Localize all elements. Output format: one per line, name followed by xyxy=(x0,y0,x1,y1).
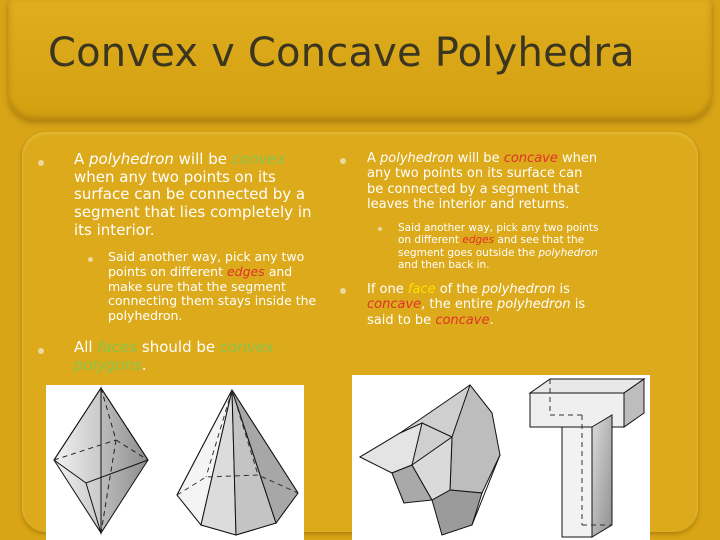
bullet-dot xyxy=(340,158,346,164)
text-run: and see that the segment goes outside the xyxy=(398,234,585,259)
text-run: If one xyxy=(367,282,408,297)
term-convex-polygons: convex polygons xyxy=(74,338,274,374)
term-edges: edges xyxy=(226,263,265,279)
text-run: of the xyxy=(435,282,482,297)
slide-title: Convex v Concave Polyhedra xyxy=(48,30,635,76)
text-run: is xyxy=(555,282,570,297)
bullet-dot xyxy=(38,348,44,354)
term-concave: concave xyxy=(503,151,558,166)
t-prism-figure xyxy=(530,379,644,537)
text-run: Said another way, pick any two points on different xyxy=(398,222,599,247)
text-run: when any two points on its surface can be connected by a segment that leaves the interior and returns. xyxy=(367,151,598,212)
text-run: , the entire xyxy=(421,297,498,313)
text-run: will be xyxy=(453,151,504,166)
text-run: should be xyxy=(137,338,220,356)
text-run: and then back in. xyxy=(398,259,490,272)
bullet-dot xyxy=(38,160,44,166)
right-bullet-2 xyxy=(367,282,607,328)
text-run: A xyxy=(74,150,90,168)
term-edges: edges xyxy=(462,234,495,247)
text-run: All xyxy=(74,338,98,356)
term-concave: concave xyxy=(367,297,422,313)
right-subbullet xyxy=(398,222,608,272)
bullet-dot xyxy=(340,288,346,294)
term-polyhedron: polyhedron xyxy=(481,282,556,297)
right-bullet-1 xyxy=(367,151,602,212)
title-panel xyxy=(8,0,712,120)
text-run: will be xyxy=(173,150,232,168)
left-subbullet xyxy=(108,250,318,324)
term-polyhedron: polyhedron xyxy=(497,297,571,313)
text-run: and make sure that the segment connecting them stays inside the polyhedron. xyxy=(108,263,317,323)
text-run: Said another way, pick any two points on different xyxy=(108,249,305,279)
term-faces: faces xyxy=(97,338,138,356)
left-bullet-2 xyxy=(74,339,314,374)
text-run: is said to be xyxy=(367,297,586,328)
bullet-dot xyxy=(88,257,93,262)
concave-figures-image xyxy=(352,375,650,540)
left-bullet-1 xyxy=(74,151,314,239)
octahedron-figure xyxy=(54,388,148,533)
text-run: . xyxy=(141,355,147,374)
text-run: A xyxy=(367,151,381,166)
term-concave: concave xyxy=(435,312,490,328)
bullet-dot xyxy=(378,227,382,231)
term-face: face xyxy=(407,282,436,297)
term-convex: convex xyxy=(231,150,286,168)
text-run: . xyxy=(489,312,494,328)
star-prism-figure xyxy=(360,385,500,535)
convex-figures-image xyxy=(46,385,304,540)
term-polyhedron: polyhedron xyxy=(538,246,598,259)
term-polyhedron: polyhedron xyxy=(380,151,454,166)
pyramid-figure xyxy=(177,390,298,535)
term-polyhedron: polyhedron xyxy=(89,150,174,168)
text-run: when any two points on its surface can be connected by a segment that lies completely in its interior. xyxy=(74,167,312,239)
